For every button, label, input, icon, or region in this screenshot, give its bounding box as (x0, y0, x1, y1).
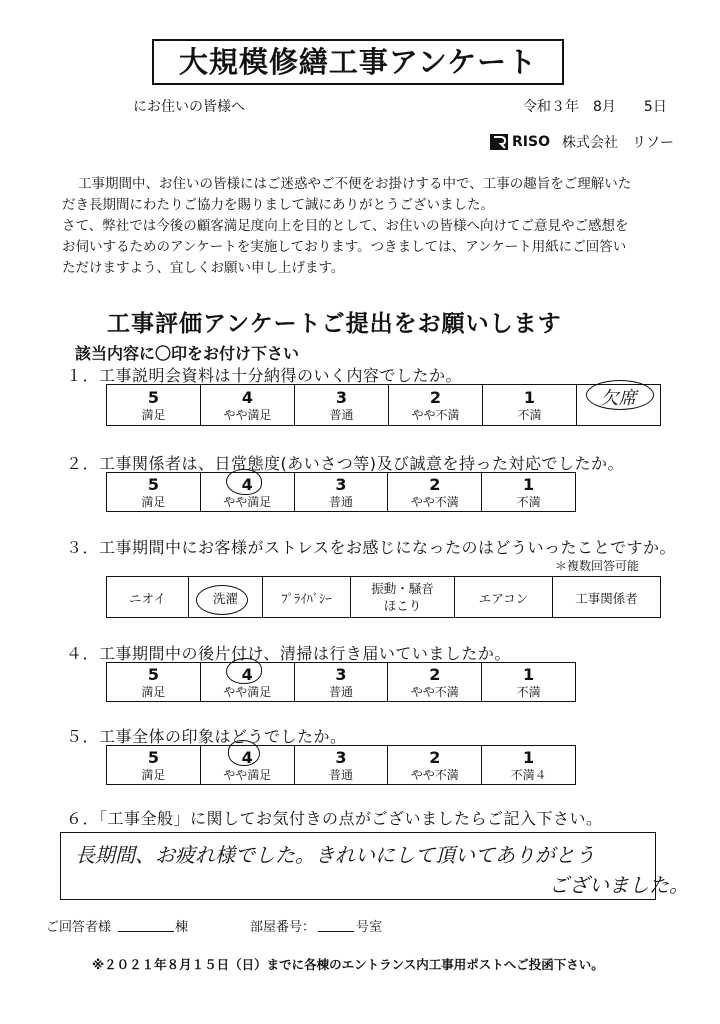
riso-logo-icon (490, 134, 508, 150)
option-workers[interactable]: 工事関係者 (553, 577, 661, 618)
company-name: 株式会社 リソー (561, 135, 674, 151)
question-6: ６．「工事全般」に関してお気付きの点がございましたらご記入下さい。 (66, 809, 603, 828)
question-1: １．工事説明会資料は十分納得のいく内容でしたか。 (66, 366, 463, 385)
submission-deadline: ※２０２１年８月１５日（日）までに各棟のエントランス内工事用ポストへご投函下さい。 (92, 957, 604, 972)
question-2: ２．工事関係者は、日常態度(あいさつ等)及び誠意を持った対応でしたか。 (66, 454, 624, 473)
instruction: 該当内容に〇印をお付け下さい (75, 344, 300, 363)
option-smell[interactable]: ニオイ (107, 577, 189, 618)
answer-circle-q3 (196, 585, 248, 615)
intro-line-4: お伺いするためのアンケートを実施しております。つきましては、アンケート用紙にご回答い (62, 239, 627, 255)
rating-5[interactable]: 5 満足 (107, 663, 201, 702)
rating-table-q2 (106, 472, 576, 512)
rating-table-q5 (106, 745, 576, 785)
option-aircon[interactable]: エアコン (455, 577, 553, 618)
rating-1[interactable]: 1 不満４ (482, 746, 576, 785)
intro-line-3: さて、弊社では今後の顧客満足度向上を目的として、お住いの皆様へ向けてご意見やご感想を (62, 218, 629, 234)
addressee: にお住いの皆様へ (133, 99, 245, 115)
stress-options-table (106, 576, 661, 618)
rating-5[interactable]: 5 満足 (107, 473, 201, 512)
rating-5[interactable]: 5 満足 (107, 385, 201, 426)
rating-4[interactable]: 4 やや満足 (200, 663, 294, 702)
answer-circle-q4 (226, 658, 262, 684)
rating-4[interactable]: 4 やや満足 (201, 385, 295, 426)
question-5: ５．工事全体の印象はどうでしたか。 (66, 727, 347, 746)
rating-1[interactable]: 1 不満 (483, 385, 577, 426)
logo-text: RISO (512, 134, 550, 150)
building-label: 棟 (175, 920, 189, 935)
rating-3[interactable]: 3 普通 (294, 473, 388, 512)
rating-4[interactable]: 4 やや満足 (200, 473, 294, 512)
rating-2[interactable]: 2 やや不満 (388, 746, 482, 785)
option-laundry[interactable]: 洗濯 (189, 577, 263, 618)
rating-table-q1 (106, 384, 661, 426)
option-vibration-noise-dust[interactable]: 振動・騒音 ほこり (351, 577, 455, 618)
absent-handwritten: 欠席 (600, 388, 637, 409)
intro-line-5: ただけますよう、宜しくお願い申し上げます。 (62, 260, 345, 276)
rating-2[interactable]: 2 やや不満 (388, 473, 482, 512)
answer-circle-q2 (226, 469, 262, 495)
answer-circle-q5 (228, 740, 260, 766)
page-title: 大規模修繕工事アンケート (152, 39, 564, 85)
intro-line-1: 工事期間中、お住いの皆様にはご迷惑やご不便をお掛けする中で、工事の趣旨をご理解いた (78, 176, 632, 192)
rating-2[interactable]: 2 やや不満 (388, 663, 482, 702)
answer-circle-q1 (586, 380, 654, 410)
rating-2[interactable]: 2 やや不満 (389, 385, 483, 426)
comment-line-1: 長期間、お疲れ様でした。きれいにして頂いてありがとう (75, 843, 595, 867)
room-suffix: 号室 (356, 920, 383, 935)
rating-3[interactable]: 3 普通 (294, 663, 388, 702)
multiple-answers-note: ＊複数回答可能 (555, 559, 640, 573)
rating-3[interactable]: 3 普通 (295, 385, 389, 426)
comment-line-2: ございました。 (549, 873, 689, 897)
rating-4[interactable]: 4 やや満足 (200, 746, 294, 785)
rating-1[interactable]: 1 不満 (482, 473, 576, 512)
intro-line-2: だき長期間にわたりご協力を賜りまして誠にありがとうございました。 (62, 197, 494, 213)
option-privacy[interactable]: ﾌﾟﾗｲﾊﾞｼｰ (263, 577, 351, 618)
date: 令和３年 8月 5日 (523, 99, 667, 115)
rating-5[interactable]: 5 満足 (107, 746, 201, 785)
comment-box[interactable] (60, 832, 689, 900)
building-field[interactable] (118, 931, 174, 932)
room-number-field[interactable] (318, 931, 354, 932)
company-logo (490, 132, 674, 152)
question-4: ４．工事期間中の後片付け、清掃は行き届いていましたか。 (66, 644, 511, 663)
rating-table-q4 (106, 662, 576, 702)
question-3: ３．工事期間中にお客様がストレスをお感じになったのはどういったことですか。 (66, 538, 677, 557)
rating-3[interactable]: 3 普通 (294, 746, 388, 785)
request-heading: 工事評価アンケートご提出をお願いします (107, 311, 562, 337)
rating-1[interactable]: 1 不満 (482, 663, 576, 702)
respondent-label: ご回答者様 (46, 920, 112, 935)
room-number-label: 部屋番号： (250, 920, 316, 935)
